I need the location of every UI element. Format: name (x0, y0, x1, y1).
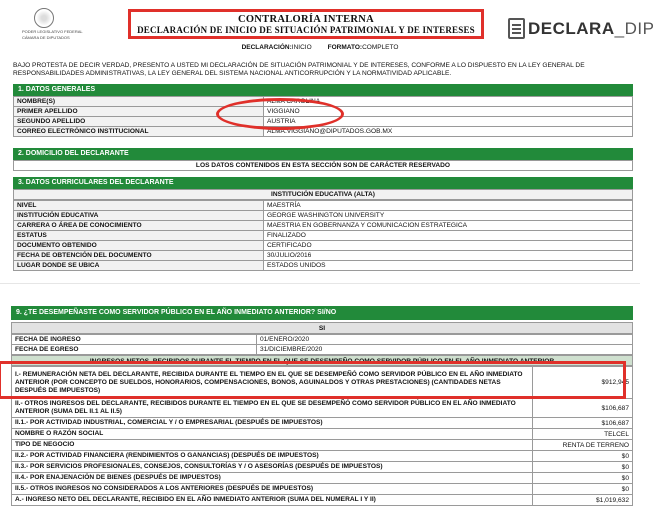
eagle-seal-icon (34, 8, 54, 28)
row-label: FECHA DE EGRESO (12, 345, 257, 355)
section-title: 2. DOMICILIO DEL DECLARANTE (13, 148, 633, 160)
row-value: $0 (533, 451, 633, 462)
table-row (12, 429, 633, 440)
row-value: $0 (533, 473, 633, 484)
row-label: CARRERA O ÁREA DE CONOCIMIENTO (14, 221, 264, 231)
document-title: CONTRALORÍA INTERNA (237, 14, 375, 25)
row-value: MAESTRÍA (264, 201, 633, 211)
ingresos-banner: INGRESOS NETOS, RECIBIDOS DURANTE EL TIEMPO EN EL QUE SE DESEMPEÑO COMO SERVIDOR PÚBLICO EN EL AÑO INMEDIATO ANTERIOR (11, 355, 633, 366)
row-value: 31/DICIEMBRE/2020 (257, 345, 633, 355)
declaracion-label: DECLARACIÓN: (241, 44, 292, 51)
row-label: FECHA DE OBTENCIÓN DEL DOCUMENTO (14, 251, 264, 261)
logo-sub: _DIP (614, 19, 654, 38)
declaracion-value: INICIO (291, 44, 312, 51)
row-value: ALMA CAROLINA (264, 97, 633, 107)
institucion-subtitle: INSTITUCIÓN EDUCATIVA (ALTA) (13, 189, 633, 200)
row-value: MAESTRIA EN GOBERNANZA Y COMUNICACION ESTRATEGICA (264, 221, 633, 231)
table-row (12, 473, 633, 484)
row-value: AUSTRIA (264, 117, 633, 127)
fechas-table (11, 334, 633, 355)
servidor-section (11, 322, 633, 506)
row-label: II.- OTROS INGRESOS DEL DECLARANTE, RECIBIDOS DURANTE EL TIEMPO EN EL QUE SE DESEMPEÑÓ COMO SERVIDOR PÚBLICO EN EL AÑO INMEDIATO ANTERIOR (SUMA DEL II.1 AL II.5) (12, 399, 533, 418)
datos-generales-section (13, 84, 633, 137)
row-label: FECHA DE INGRESO (12, 335, 257, 345)
document-subtitle: DECLARACIÓN DE INICIO DE SITUACIÓN PATRIMONIAL Y DE INTERESES (137, 25, 475, 35)
table-row (14, 107, 633, 117)
reserved-note: LOS DATOS CONTENIDOS EN ESTA SECCIÓN SON DE CARÁCTER RESERVADO (13, 160, 633, 171)
table-row (14, 251, 633, 261)
table-row (12, 440, 633, 451)
title-box (128, 9, 484, 39)
row-value: $0 (533, 484, 633, 495)
formato-value: COMPLETO (362, 44, 399, 51)
row-value: $1,019,632 (533, 495, 633, 506)
row-value: $0 (533, 462, 633, 473)
curriculares-section (13, 177, 633, 271)
page-separator (0, 283, 640, 293)
row-label: A.- INGRESO NETO DEL DECLARANTE, RECIBIDO EN EL AÑO INMEDIATO ANTERIOR (SUMA DEL NUMERAL I Y II) (12, 495, 533, 506)
document-icon (508, 18, 525, 39)
table-row (14, 201, 633, 211)
row-label: CORREO ELECTRÓNICO INSTITUCIONAL (14, 127, 264, 137)
ingresos-table (11, 366, 633, 506)
table-row (14, 221, 633, 231)
formato-label: FORMATO: (327, 44, 363, 51)
camara-seal-logo (22, 8, 83, 40)
row-value: $106,687 (533, 418, 633, 429)
table-row (12, 399, 633, 418)
row-label: PRIMER APELLIDO (14, 107, 264, 117)
table-row (14, 117, 633, 127)
row-label: ESTATUS (14, 231, 264, 241)
table-row (14, 211, 633, 221)
declara-dip-logo (508, 18, 654, 40)
seal-text-1: PODER LEGISLATIVO FEDERAL (22, 29, 83, 34)
row-label: NIVEL (14, 201, 264, 211)
section-title: 1. DATOS GENERALES (13, 84, 633, 96)
section-title: 3. DATOS CURRICULARES DEL DECLARANTE (13, 177, 633, 189)
table-row (12, 345, 633, 355)
servidor-answer: SI (11, 322, 633, 334)
table-row (12, 462, 633, 473)
row-label: II.2.- POR ACTIVIDAD FINANCIERA (RENDIMIENTOS O GANANCIAS) (DESPUÉS DE IMPUESTOS) (12, 451, 533, 462)
curriculares-table (13, 200, 633, 271)
table-row (14, 241, 633, 251)
row-label: II.5.- OTROS INGRESOS NO CONSIDERADOS A LOS ANTERIORES (DESPUÉS DE IMPUESTOS) (12, 484, 533, 495)
logo-main: DECLARA (528, 19, 615, 38)
table-row (12, 367, 633, 399)
datos-generales-table (13, 96, 633, 137)
row-label: SEGUNDO APELLIDO (14, 117, 264, 127)
table-row (14, 261, 633, 271)
row-label: LUGAR DONDE SE UBICA (14, 261, 264, 271)
table-row (14, 97, 633, 107)
row-label: I.- REMUNERACIÓN NETA DEL DECLARANTE, RECIBIDA DURANTE EL TIEMPO EN EL QUE SE DESEMPEÑÓ COMO SERVIDOR PÚBLICO EN EL AÑO INMEDIATO ANTERIOR (POR CONCEPTO DE SUELDOS, HONORARIOS, COMPENSACIONES, BONOS, AGUINALDOS Y OTRAS PRESTACIONES) (CANTIDADES NETAS DESPUÉS DE IMPUESTOS) (12, 367, 533, 399)
row-value: FINALIZADO (264, 231, 633, 241)
table-row (12, 451, 633, 462)
declaration-type-line (0, 44, 640, 51)
intro-paragraph: BAJO PROTESTA DE DECIR VERDAD, PRESENTO A USTED MI DECLARACIÓN DE SITUACIÓN PATRIMONIAL Y DE INTERESES, CONFORME A LO DISPUESTO EN LA LEY GENERAL DE RESPONSABILIDADES ADMINISTRATIVAS, LA LEY GENERAL DEL SISTEMA NACIONAL ANTICORRUPCIÓN Y LA NORMATIVIDAD APLICABLE. (13, 62, 585, 77)
row-label: II.3.- POR SERVICIOS PROFESIONALES, CONSEJOS, CONSULTORÍAS Y / O ASESORÍAS (DESPUÉS DE IMPUESTOS) (12, 462, 533, 473)
row-label: DOCUMENTO OBTENIDO (14, 241, 264, 251)
servidor-section-title: 9. ¿TE DESEMPEÑASTE COMO SERVIDOR PÚBLICO EN EL AÑO INMEDIATO ANTERIOR? SI/NO (11, 306, 633, 320)
row-value: CERTIFICADO (264, 241, 633, 251)
row-value: RENTA DE TERRENO (533, 440, 633, 451)
row-label: NOMBRE(S) (14, 97, 264, 107)
row-value: 30/JULIO/2016 (264, 251, 633, 261)
row-value: VIGGIANO (264, 107, 633, 117)
row-value: 01/ENERO/2020 (257, 335, 633, 345)
row-label: II.1.- POR ACTIVIDAD INDUSTRIAL, COMERCIAL Y / O EMPRESARIAL (DESPUÉS DE IMPUESTOS) (12, 418, 533, 429)
table-row (14, 127, 633, 137)
row-label: INSTITUCIÓN EDUCATIVA (14, 211, 264, 221)
row-value: GEORGE WASHINGTON UNIVERSITY (264, 211, 633, 221)
table-row (14, 231, 633, 241)
table-row (12, 418, 633, 429)
row-value: ALMA.VIGGIANO@DIPUTADOS.GOB.MX (264, 127, 633, 137)
row-value: TELCEL (533, 429, 633, 440)
row-label: II.4.- POR ENAJENACIÓN DE BIENES (DESPUÉS DE IMPUESTOS) (12, 473, 533, 484)
row-value: ESTADOS UNIDOS (264, 261, 633, 271)
row-value: $106,687 (533, 399, 633, 418)
domicilio-section (13, 148, 633, 171)
row-label: NOMBRE O RAZÓN SOCIAL (12, 429, 533, 440)
table-row (12, 484, 633, 495)
row-value: $912,945 (533, 367, 633, 399)
seal-text-2: CÁMARA DE DIPUTADOS (22, 35, 70, 40)
table-row (12, 335, 633, 345)
row-label: TIPO DE NEGOCIO (12, 440, 533, 451)
table-row (12, 495, 633, 506)
